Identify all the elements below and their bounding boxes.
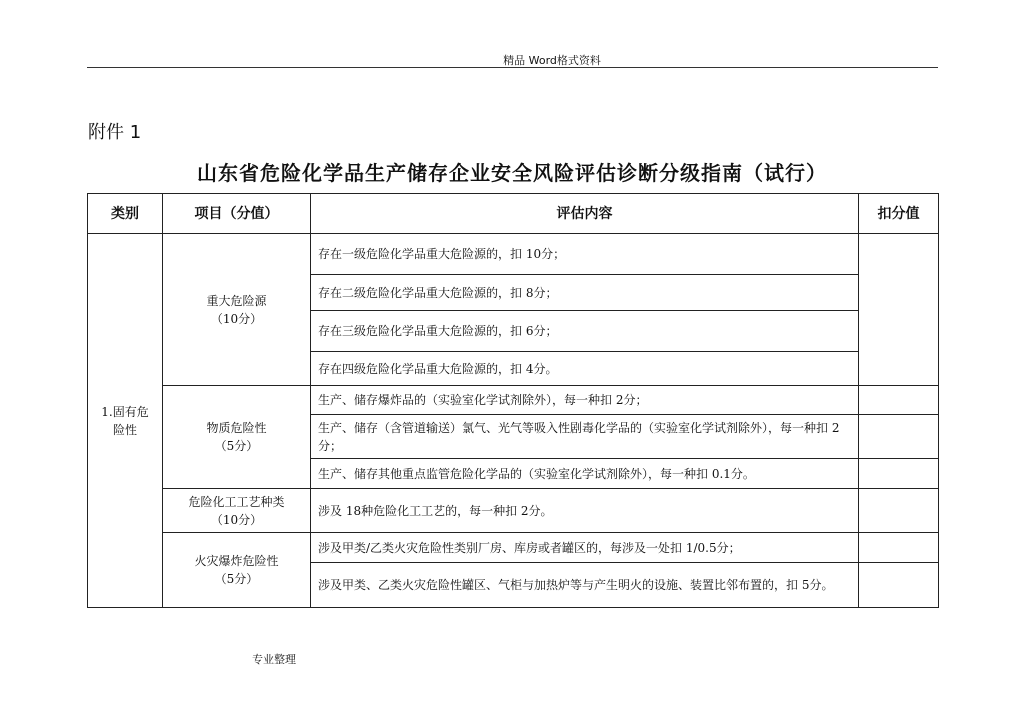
table-row: [88, 533, 939, 563]
deduction-cell: [859, 489, 939, 533]
header-rule: [87, 67, 938, 68]
table-row: [88, 489, 939, 533]
document-title: 山东省危险化学品生产储存企业安全风险评估诊断分级指南（试行）: [197, 161, 827, 185]
content-cell: 存在二级危险化学品重大危险源的，扣 8分；: [311, 275, 859, 311]
header-deduction: 扣分值: [859, 194, 939, 234]
item-cell: [163, 489, 311, 533]
item-score: （5分）: [214, 572, 259, 586]
header-category: 类别: [88, 194, 163, 234]
item-score: （5分）: [214, 439, 259, 453]
deduction-cell: [859, 533, 939, 563]
content-cell: 存在三级危险化学品重大危险源的，扣 6分；: [311, 311, 859, 352]
category-name-line2: 险性: [112, 422, 137, 437]
content-cell: 生产、储存其他重点监管危险化学品的（实验室化学试剂除外），每一种扣 0.1分。: [311, 459, 859, 489]
content-cell: 存在一级危险化学品重大危险源的，扣 10分；: [311, 234, 859, 275]
header-item: 项目（分值）: [163, 194, 311, 234]
category-name-line1: 1.固有危: [101, 404, 149, 419]
deduction-cell: [859, 415, 939, 459]
item-cell: [163, 234, 311, 386]
header-content: 评估内容: [311, 194, 859, 234]
item-name: 火灾爆炸危险性: [194, 554, 279, 568]
content-cell: 涉及甲类/乙类火灾危险性类别厂房、库房或者罐区的，每涉及一处扣 1/0.5分；: [311, 533, 859, 563]
content-cell: 存在四级危险化学品重大危险源的，扣 4分。: [311, 352, 859, 386]
deduction-cell: [859, 563, 939, 608]
attachment-label: 附件 1: [88, 122, 142, 143]
deduction-cell: [859, 386, 939, 415]
table-header-row: [88, 194, 939, 234]
header-watermark: 精品 Word格式资料: [503, 54, 601, 67]
content-cell: 涉及 18种危险化工工艺的，每一种扣 2分。: [311, 489, 859, 533]
item-name: 危险化工工艺种类: [188, 494, 285, 509]
item-score: （10分）: [210, 311, 263, 326]
content-cell: 涉及甲类、乙类火灾危险性罐区、气柜与加热炉等与产生明火的设施、装置比邻布置的，扣 5分。: [311, 563, 859, 608]
item-name: 重大危险源: [206, 293, 267, 308]
table-row: [88, 234, 939, 275]
item-name: 物质危险性: [206, 421, 267, 435]
deduction-cell: [859, 234, 939, 386]
item-score: （10分）: [210, 512, 263, 527]
assessment-table: [87, 193, 939, 608]
category-cell: [88, 234, 163, 608]
deduction-cell: [859, 459, 939, 489]
content-cell: 生产、储存爆炸品的（实验室化学试剂除外），每一种扣 2分；: [311, 386, 859, 415]
item-cell: [163, 533, 311, 608]
content-cell: 生产、储存（含管道输送）氯气、光气等吸入性剧毒化学品的（实验室化学试剂除外），每一种扣 2分；: [311, 415, 859, 459]
footer-note: 专业整理: [252, 653, 296, 666]
table-row: [88, 386, 939, 415]
item-cell: [163, 386, 311, 489]
